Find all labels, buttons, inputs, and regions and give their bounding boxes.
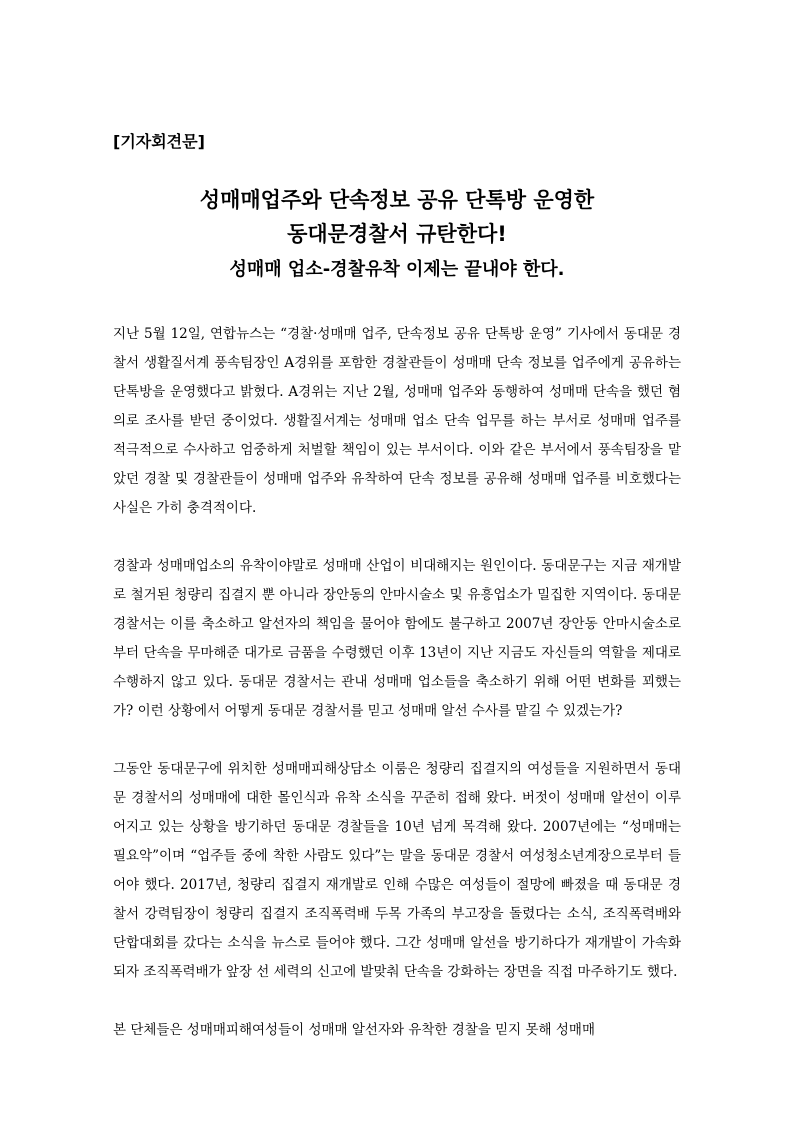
paragraph-2: 경찰과 성매매업소의 유착이야말로 성매매 산업이 비대해지는 원인이다. 동대문구는 지금 재개발로 철거된 청량리 집결지 뿐 아니라 장안동의 안마시술소 및 유흥업소가 밀집한 지역이다. 동대문 경찰서는 이를 축소하고 알선자의 책임을 물어야 함에도 불구하고 2007년 장안동 안마시술소로부터 단속을 무마해준 대가로 금품을 수령했던 이후 13년이 지난 지금도 자신들의 역할을 제대로 수행하지 않고 있다. 동대문 경찰서는 관내 성매매 업소들을 축소하기 위해 어떤 변화를 꾀했는가? 이런 상황에서 어떻게 동대문 경찰서를 믿고 성매매 알선 수사를 맡길 수 있겠는가? — [113, 558, 681, 719]
headline-line-1: 성매매업주와 단속정보 공유 단톡방 운영한 — [199, 188, 595, 212]
title-block — [113, 183, 681, 285]
subtitle: 성매매 업소-경찰유착 이제는 끝내야 한다. — [229, 259, 565, 280]
paragraph-3: 그동안 동대문구에 위치한 성매매피해상담소 이룸은 청량리 집결지의 여성들을 지원하면서 동대문 경찰서의 성매매에 대한 몰인식과 유착 소식을 꾸준히 접해 왔다. 버젓이 성매매 알선이 이루어지고 있는 상황을 방기하던 동대문 경찰들을 10년 넘게 목격해 왔다. 2007년에는 “성매매는 필요악”이며 “업주들 중에 착한 사람도 있다”는 말을 동대문 경찰서 여성청소년계장으로부터 들어야 했다. 2017년, 청량리 집결지 재개발로 인해 수많은 여성들이 절망에 빠졌을 때 동대문 경찰서 강력팀장이 청량리 집결지 조직폭력배 두목 가족의 부고장을 돌렸다는 소식, 조직폭력배와 단합대회를 갔다는 소식을 뉴스로 들어야 했다. 그간 성매매 알선을 방기하다가 재개발이 가속화되자 조직폭력배가 앞장 선 세력의 신고에 발맞춰 단속을 강화하는 장면을 직접 마주하기도 했다. — [113, 761, 681, 980]
body-text — [113, 320, 681, 1074]
headline-line-2: 동대문경찰서 규탄한다! — [287, 222, 507, 246]
paragraph-4: 본 단체들은 성매매피해여성들이 성매매 알선자와 유착한 경찰을 믿지 못해 성매매 — [113, 1022, 596, 1038]
paragraph-1: 지난 5월 12일, 연합뉴스는 “경찰·성매매 업주, 단속정보 공유 단톡방 운영” 기사에서 동대문 경찰서 생활질서계 풍속팀장인 A경위를 포함한 경찰관들이 성매매 단속 정보를 업주에게 공유하는 단톡방을 운영했다고 밝혔다. A경위는 지난 2월, 성매매 업주와 동행하여 성매매 단속을 했던 혐의로 조사를 받던 중이었다. 생활질서계는 성매매 업소 단속 업무를 하는 부서로 성매매 업주를 적극적으로 수사하고 엄중하게 처벌할 책임이 있는 부서이다. 이와 같은 부서에서 풍속팀장을 맡았던 경찰 및 경찰관들이 성매매 업주와 유착하여 단속 정보를 공유해 성매매 업주를 비호했다는 사실은 가히 충격적이다. — [113, 326, 681, 516]
document-label: [기자회견문] — [113, 132, 205, 151]
